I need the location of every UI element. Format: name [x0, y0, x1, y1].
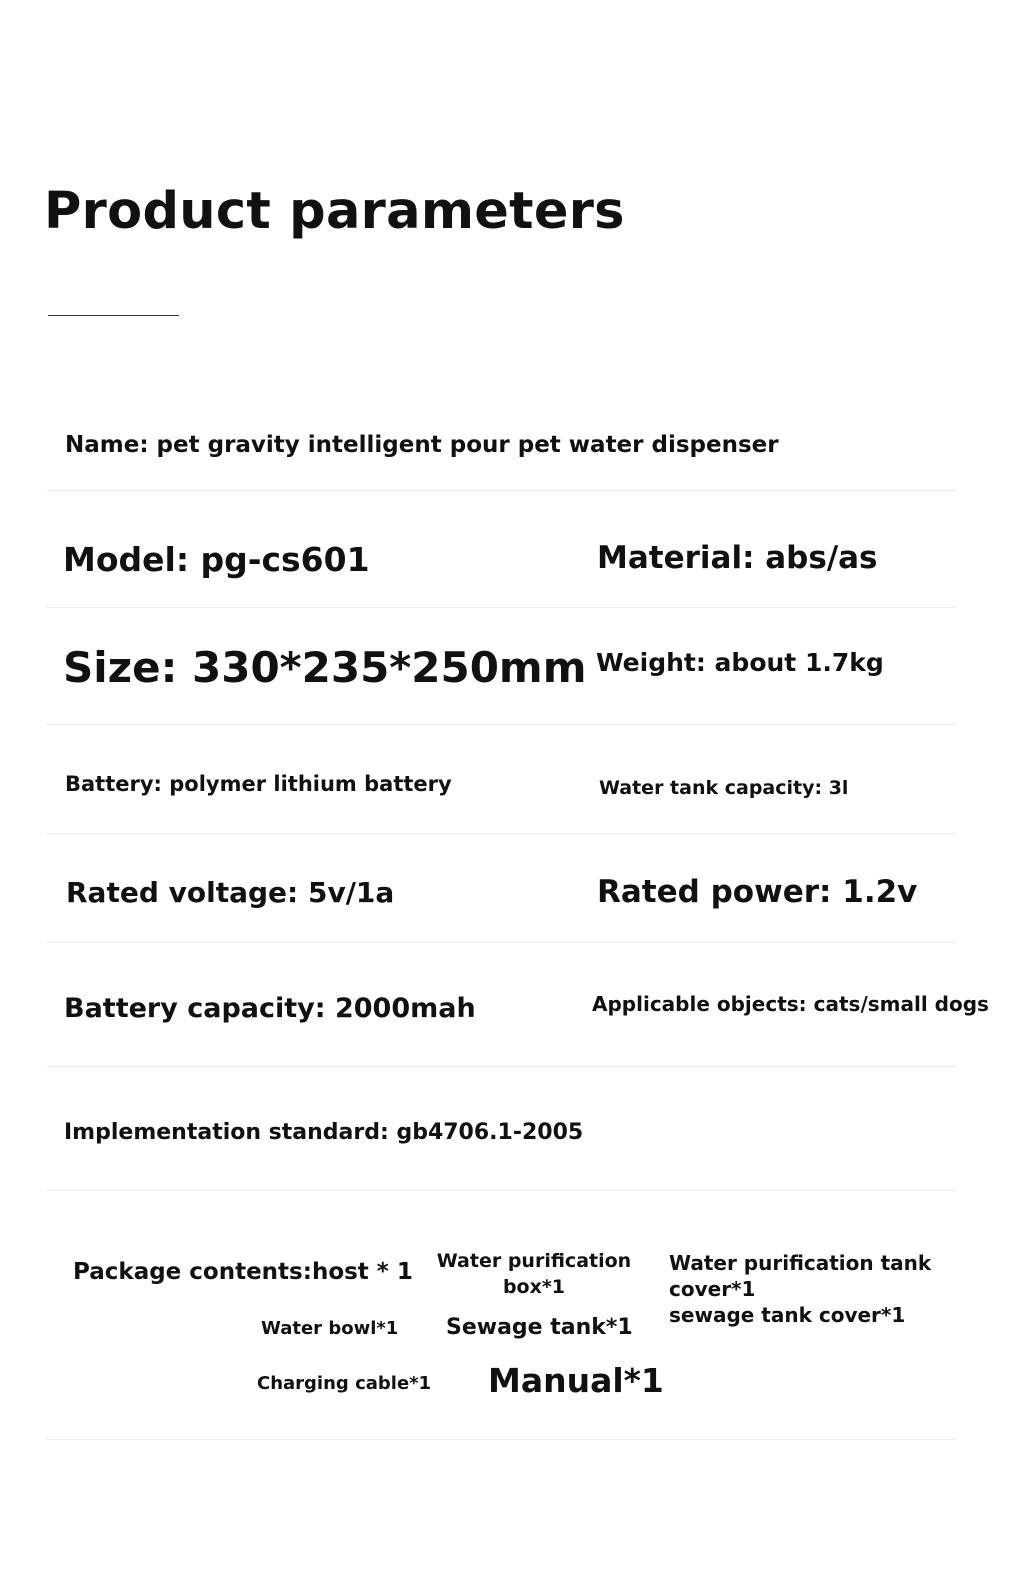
- param-water-tank-capacity: Water tank capacity: 3l: [599, 777, 849, 799]
- page-title: Product parameters: [44, 182, 625, 241]
- row-divider: [46, 942, 956, 943]
- package-item-sewage-tank: Sewage tank*1: [446, 1315, 633, 1340]
- param-material: Material: abs/as: [597, 540, 878, 576]
- row-divider: [46, 1066, 956, 1067]
- param-size: Size: 330*235*250mm: [63, 643, 587, 692]
- param-battery-capacity: Battery capacity: 2000mah: [64, 993, 476, 1024]
- package-contents-label: Package contents:host * 1: [73, 1259, 413, 1285]
- param-rated-voltage: Rated voltage: 5v/1a: [66, 876, 395, 909]
- row-divider: [46, 724, 956, 725]
- row-divider: [46, 607, 956, 608]
- package-item-line: Water purification: [436, 1250, 632, 1272]
- package-item-line: box*1: [502, 1276, 566, 1298]
- package-item-line: Water purification tank: [669, 1251, 932, 1275]
- package-item-tank-covers: [669, 1250, 931, 1328]
- param-rated-power: Rated power: 1.2v: [597, 874, 918, 910]
- package-item-water-bowl: Water bowl*1: [261, 1318, 399, 1339]
- row-divider: [46, 833, 956, 834]
- package-item-line: cover*1: [669, 1277, 756, 1301]
- row-divider: [46, 490, 956, 491]
- param-battery: Battery: polymer lithium battery: [65, 772, 452, 796]
- param-weight: Weight: about 1.7kg: [596, 648, 884, 677]
- package-item-charging-cable: Charging cable*1: [257, 1373, 432, 1394]
- title-underline: [48, 315, 179, 316]
- row-divider: [46, 1190, 956, 1191]
- param-implementation-standard: Implementation standard: gb4706.1-2005: [64, 1120, 584, 1145]
- param-name: Name: pet gravity intelligent pour pet water dispenser: [65, 432, 779, 458]
- package-item-water-purification-box: [436, 1248, 632, 1300]
- package-item-line: sewage tank cover*1: [669, 1303, 906, 1327]
- package-item-manual: Manual*1: [488, 1361, 664, 1400]
- param-model: Model: pg-cs601: [63, 540, 370, 579]
- param-applicable-objects: Applicable objects: cats/small dogs: [592, 992, 989, 1016]
- row-divider: [46, 1439, 956, 1440]
